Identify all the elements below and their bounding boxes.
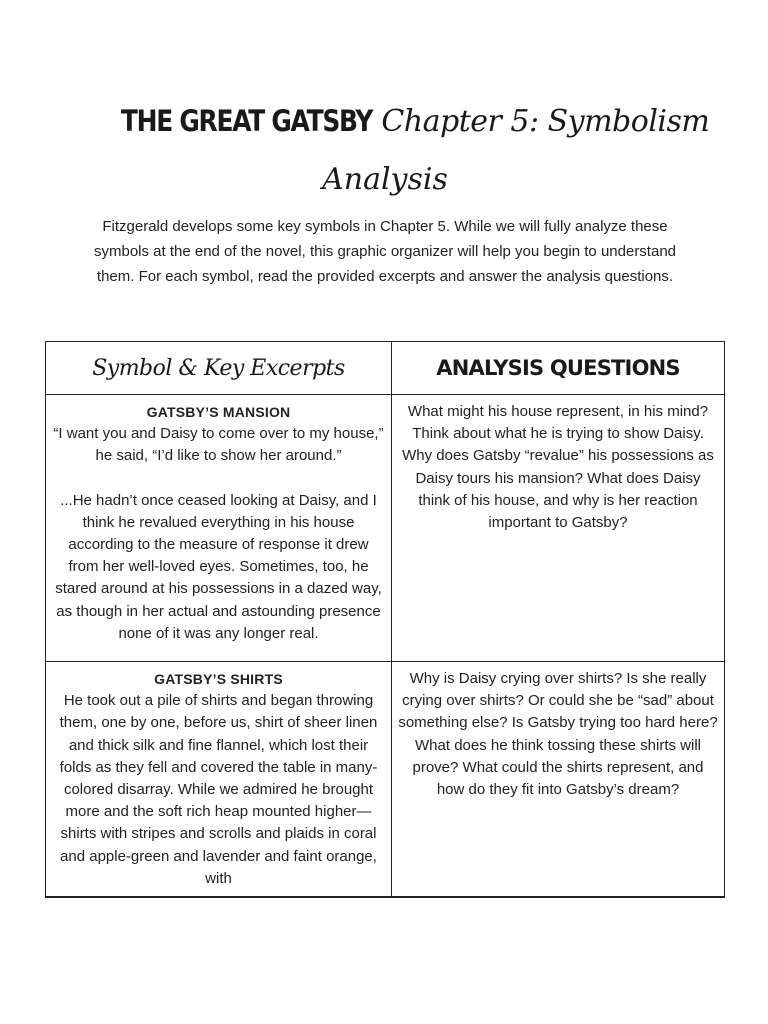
page-title bbox=[80, 96, 710, 204]
header-left-label: Symbol & Key Excerpts bbox=[92, 355, 345, 381]
symbol-name: GATSBY’S SHIRTS bbox=[154, 671, 283, 687]
table-header-row bbox=[46, 342, 725, 395]
table-row bbox=[46, 662, 725, 898]
questions-cell bbox=[392, 395, 725, 662]
excerpt-text: ...He hadn’t once ceased looking at Daisy, and I think he revalued everything in his house according to the measure of response it drew from her well-loved eyes. Sometimes, too, he stared around at his possessions in a dazed way, as though in her actual and astounding presence none of it was any longer real. bbox=[55, 491, 382, 642]
title-line-2: Analysis bbox=[322, 162, 448, 197]
title-chapter: Chapter 5: Symbolism bbox=[381, 104, 710, 139]
symbol-name: GATSBY’S MANSION bbox=[146, 404, 291, 420]
title-line-1 bbox=[80, 96, 710, 146]
excerpt-cell bbox=[46, 662, 392, 898]
questions-cell bbox=[392, 662, 725, 898]
header-symbol-excerpts bbox=[46, 342, 392, 395]
graphic-organizer-table bbox=[45, 341, 725, 898]
excerpt-text: “I want you and Daisy to come over to my house,” he said, “I’d like to show her around.” bbox=[53, 425, 384, 465]
header-right-label: ANALYSIS QUESTIONS bbox=[436, 356, 680, 380]
analysis-questions-text: What might his house represent, in his mind? Think about what he is trying to show Daisy. Why does Gatsby “revalue” his possessions as Daisy tours his mansion? What does Daisy think of his house, and why is her reaction important to Gatsby? bbox=[402, 403, 714, 532]
excerpt-cell bbox=[46, 395, 392, 662]
header-analysis-questions bbox=[392, 342, 725, 395]
title-book-name: THE GREAT GATSBY bbox=[120, 104, 373, 138]
table-row bbox=[46, 395, 725, 662]
analysis-questions-text: Why is Daisy crying over shirts? Is she really crying over shirts? Or could she be “sad” about something else? Is Gatsby trying too hard here? What does he think tossing these shirts will prove? What could the shirts represent, and how do they fit into Gatsby’s dream? bbox=[398, 670, 718, 799]
excerpt-text: He took out a pile of shirts and began throwing them, one by one, before us, shirt of sheer linen and thick silk and fine flannel, which lost their folds as they fell and covered the table in many-colored disarray. While we admired he brought more and the soft rich heap mounted higher—shirts with stripes and scrolls and plaids in coral and apple-green and lavender and faint orange, with bbox=[59, 692, 378, 887]
intro-paragraph: Fitzgerald develops some key symbols in Chapter 5. While we will fully analyze these symbols at the end of the novel, this graphic organizer will help you begin to understand them. For each symbol, read the provided excerpts and answer the analysis questions. bbox=[93, 218, 677, 285]
